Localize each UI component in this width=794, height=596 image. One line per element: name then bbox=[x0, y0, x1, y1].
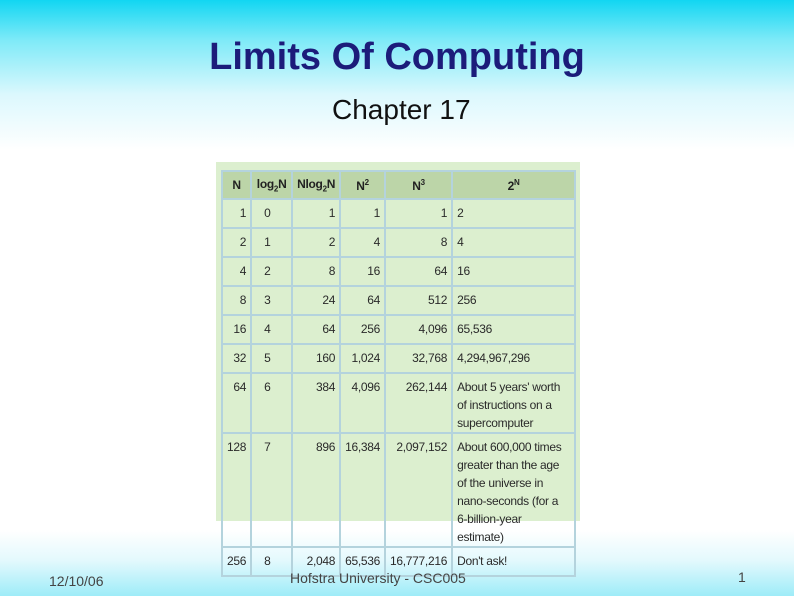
table-cell: 8 bbox=[385, 228, 452, 257]
footer-institution: Hofstra University - CSC005 bbox=[290, 570, 466, 586]
table-cell: 2,048 bbox=[292, 547, 340, 576]
table-cell: 4 bbox=[452, 228, 575, 257]
slide-title: Limits Of Computing bbox=[209, 36, 585, 78]
table-cell: 2 bbox=[222, 228, 251, 257]
table-cell: 1 bbox=[292, 199, 340, 228]
table-cell: 256 bbox=[452, 286, 575, 315]
table-header-row bbox=[222, 171, 575, 199]
complexity-table bbox=[221, 170, 576, 577]
table-row bbox=[222, 199, 575, 228]
table-row bbox=[222, 286, 575, 315]
footer-date: 12/10/06 bbox=[49, 573, 104, 589]
table-cell: 262,144 bbox=[385, 373, 452, 433]
table-cell: 64 bbox=[340, 286, 385, 315]
table-cell: 2 bbox=[292, 228, 340, 257]
table-cell: 16 bbox=[452, 257, 575, 286]
table-cell: 256 bbox=[340, 315, 385, 344]
table-cell: 7 bbox=[251, 433, 292, 547]
table-cell: 2,097,152 bbox=[385, 433, 452, 547]
table-cell: 512 bbox=[385, 286, 452, 315]
table-cell: 2 bbox=[452, 199, 575, 228]
table-cell: 65,536 bbox=[452, 315, 575, 344]
table-row bbox=[222, 228, 575, 257]
table-cell: 16 bbox=[340, 257, 385, 286]
table-cell: 64 bbox=[385, 257, 452, 286]
table-cell: Don't ask! bbox=[452, 547, 575, 576]
table-row bbox=[222, 433, 575, 547]
table-cell: About 5 years' worth of instructions on a supercomputer bbox=[452, 373, 575, 433]
table-cell: 1 bbox=[385, 199, 452, 228]
header-nlog2n: Nlog$_2$N bbox=[292, 171, 340, 199]
table-cell: 1 bbox=[251, 228, 292, 257]
table-cell: About 600,000 times greater than the age of the universe in nano-seconds (for a 6-billion-year estimate) bbox=[452, 433, 575, 547]
table-cell: 6 bbox=[251, 373, 292, 433]
header-2-to-n: $2^N$ bbox=[452, 171, 575, 199]
table-cell: 4 bbox=[222, 257, 251, 286]
table-cell: 32,768 bbox=[385, 344, 452, 373]
table-cell: 5 bbox=[251, 344, 292, 373]
table-cell: 16,777,216 bbox=[385, 547, 452, 576]
header-n-cubed: $N^3$ bbox=[385, 171, 452, 199]
table-cell: 8 bbox=[251, 547, 292, 576]
table-cell: 128 bbox=[222, 433, 251, 547]
table-cell: 1 bbox=[222, 199, 251, 228]
table-cell: 4 bbox=[251, 315, 292, 344]
table-cell: 24 bbox=[292, 286, 340, 315]
table-cell: 256 bbox=[222, 547, 251, 576]
complexity-table-image bbox=[216, 162, 580, 568]
table-cell: 64 bbox=[292, 315, 340, 344]
table-row bbox=[222, 344, 575, 373]
slide-subtitle: Chapter 17 bbox=[332, 94, 471, 125]
table-cell: 16,384 bbox=[340, 433, 385, 547]
table-cell: 8 bbox=[292, 257, 340, 286]
table-cell: 32 bbox=[222, 344, 251, 373]
table-cell: 3 bbox=[251, 286, 292, 315]
page-number: 1 bbox=[738, 569, 746, 585]
table-cell: 384 bbox=[292, 373, 340, 433]
table-cell: 65,536 bbox=[340, 547, 385, 576]
table-cell: 16 bbox=[222, 315, 251, 344]
header-log2n: $\log_2N$ bbox=[251, 171, 292, 199]
table-cell: 2 bbox=[251, 257, 292, 286]
table-cell: 4,294,967,296 bbox=[452, 344, 575, 373]
header-n: N bbox=[222, 171, 251, 199]
table-cell: 4,096 bbox=[340, 373, 385, 433]
table-cell: 4,096 bbox=[385, 315, 452, 344]
table-cell: 1 bbox=[340, 199, 385, 228]
table-cell: 0 bbox=[251, 199, 292, 228]
table-cell: 896 bbox=[292, 433, 340, 547]
table-row bbox=[222, 257, 575, 286]
header-n-squared: $N^2$ bbox=[340, 171, 385, 199]
table-cell: 160 bbox=[292, 344, 340, 373]
table-cell: 1,024 bbox=[340, 344, 385, 373]
table-cell: 64 bbox=[222, 373, 251, 433]
table-row bbox=[222, 373, 575, 433]
table-row bbox=[222, 315, 575, 344]
table-cell: 8 bbox=[222, 286, 251, 315]
table-cell: 4 bbox=[340, 228, 385, 257]
